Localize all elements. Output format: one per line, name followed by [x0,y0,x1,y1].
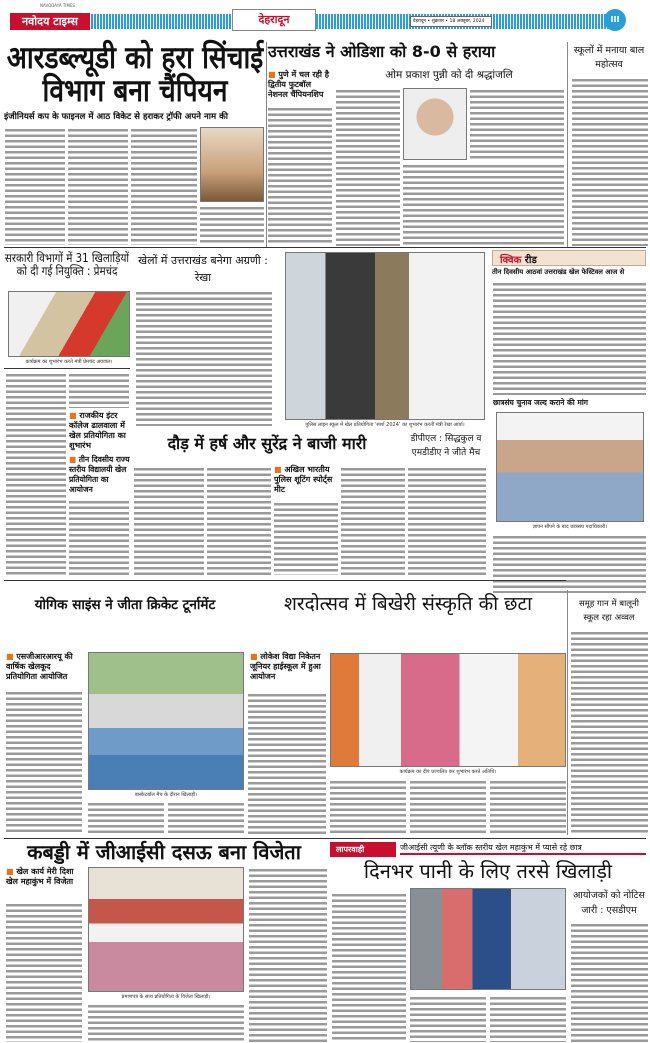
page-number: III [604,9,626,31]
kabaddi-photo [88,867,244,992]
article-body-text [571,630,648,835]
article-body-text [274,501,338,575]
kabaddi-bullet: ■ खेल कार्य मेरी दिशा खेल महाकुंभ में विजेता [6,867,82,898]
tribute-headline: ओम प्रकाश पुन्नी को दी श्रद्धांजलि [385,69,513,81]
kabaddi-headline: कबड्डी में जीआईसी दसऊ बना विजेता [27,840,301,864]
quick-headline: तीन दिवसीय आठवां उत्तराखंड खेल फेस्टिवल आज से [492,268,625,276]
portrait-photo [403,88,467,160]
article-body-text [69,499,129,576]
race-bullet: ■ अखिल भारतीय पुलिस शूटिंग स्पोर्ट्स मीट [274,465,338,497]
article-body-text [88,801,164,835]
demand-headline: छात्रसंघ चुनाव जल्द कराने की मांग [493,398,588,407]
odisha-bullet: ■ पुणे में चल रही है द्वितीय फुटबॉल नेशनल चैंपियनशिप [268,70,332,103]
rekha-headline: खेलों में उत्तराखंड बनेगा अग्रणी : रेखा [138,254,268,285]
torch-photo [285,252,485,420]
students-caption: ज्ञापन सौंपने के बाद छात्रसंघ पदाधिकारी। [532,524,608,530]
article-body-text [131,127,197,245]
logo: नवोदय टाइम्स [10,13,90,30]
article-body-text [248,692,326,835]
article-body-text [408,466,486,575]
yogic-bullet: ■ एसजीआरआरयू की वार्षिक खेलकूद प्रतियोगिता आयोजित [6,652,82,686]
article-body-text [571,922,648,1042]
basketball-photo [88,652,244,790]
article-body-text [490,779,566,835]
article-body-text [490,995,566,1042]
article-body-text [410,995,486,1042]
students-photo [496,412,644,522]
article-body-text [268,106,332,245]
masthead [0,0,650,40]
cultural-photo [330,653,566,767]
water-headline: दिनभर पानी के लिए तरसे खिलाड़ी [363,859,613,883]
baluni-headline: समूह गान में बालूनी स्कूल रहा अव्वल [579,599,639,623]
article-body-text [249,867,327,1042]
article-body-text [168,801,244,835]
torch-caption: पुलिस लाइन स्कूल में खेल प्रतियोगिता ‘स्पर्श 2024’ का शुभारंभ करतीं मंत्री रेखा आर्या। [305,422,465,428]
article-body-text [136,290,272,426]
stripe-band [85,14,610,29]
read-label: रीड [524,255,537,266]
article-body-text [200,205,264,245]
ceremony-caption: कार्यक्रम का शुभारंभ करते मंत्री प्रेमचंद अग्रवाल। [25,359,113,365]
sharad-headline: शरदोत्सव में बिखेरी संस्कृति की छटा [283,593,532,615]
article-body-text [493,534,646,593]
date-line: देहरादून • शुक्रवार • 18 अक्तूबर, 2024 [410,16,492,27]
bal-headline: स्कूलों में मनाया बाल महोत्सव [573,45,645,71]
kabaddi-caption: प्रमाणपत्र के साथ प्रतियोगिता के विजेता खिलाड़ी। [121,994,211,1000]
odisha-headline: उत्तराखंड ने ओडिशा को 8-0 से हराया [268,42,496,61]
article-body-text [330,779,406,835]
premchand-headline: सरकारी विभागों में 31 खिलाड़ियों को दी गई नियुक्ति : प्रेमचंद [4,251,130,278]
article-body-text [6,690,82,835]
article-body-text [5,127,65,245]
article-body-text [572,77,648,246]
article-body-text [410,779,486,835]
race-headline: दौड़ में हर्ष और सुरेंद्र ने बाजी मारी [167,434,367,453]
negligence-tag: लापरवाही [330,842,396,857]
article-body-text [341,466,405,575]
article-body-text [88,1003,244,1042]
notice-headline: आयोजकों को नोटिस जारी : एसडीएम [573,890,645,917]
yogic-headline: योगिक साइंस ने जीता क्रिकेट टूर्नामेंट [34,597,216,613]
article-body-text [6,902,82,1042]
article-body-text [134,466,204,575]
dpl-headline: डीपीएल : सिद्धकुल व एमडीडीए ने जीते मैच [410,434,482,458]
article-body-text [68,127,128,245]
players-photo [410,888,566,990]
mid-bullet-2: ■ तीन दिवसीय राज्य स्तरीय विद्यालयी खेल प्रतियोगिता का आयोजन [69,455,130,495]
trophy-photo [200,127,264,202]
ceremony-photo [8,291,130,357]
quick-label: क्विक [500,255,522,266]
lead-headline: आरडब्ल्यूडी को हरा सिंचाई विभाग बना चैंपियन [6,40,264,109]
article-body-text [69,372,129,408]
article-body-text [332,892,406,1042]
cultural-caption: कार्यक्रम का दीप प्रज्वलित कर शुभारंभ करते अतिथि। [399,769,497,775]
city-tab: देहरादून [232,9,316,31]
article-body-text [207,466,271,575]
article-body-text [6,372,66,576]
sharad-bullet: ■ लोकेश विद्या निकेतन जूनियर हाईस्कूल में हुआ आयोजन [250,652,326,688]
brand-small: NAVODAYA TIMES [40,3,76,8]
water-kicker: जीआईसी त्यूणी के ब्लॉक स्तरीय खेल महाकुंभ में प्यासे रहे छात्र [400,843,646,855]
article-body-text [470,88,564,161]
article-body-text [336,88,400,246]
article-body-text [493,281,646,395]
basketball-caption: बास्केटबॉल मैच के दौरान खिलाड़ी। [134,792,198,798]
mid-bullet-1: ■ राजकीय इंटर कॉलेज ढालवाला में खेल प्रतियोगिता का शुभारंभ [69,411,130,451]
lead-subhead: इंजीनियर्स कप के फाइनल में आठ विकेट से हराकर ट्रॉफी अपने नाम की [4,112,228,122]
article-body-text [403,163,564,245]
quick-read-label [500,252,537,266]
